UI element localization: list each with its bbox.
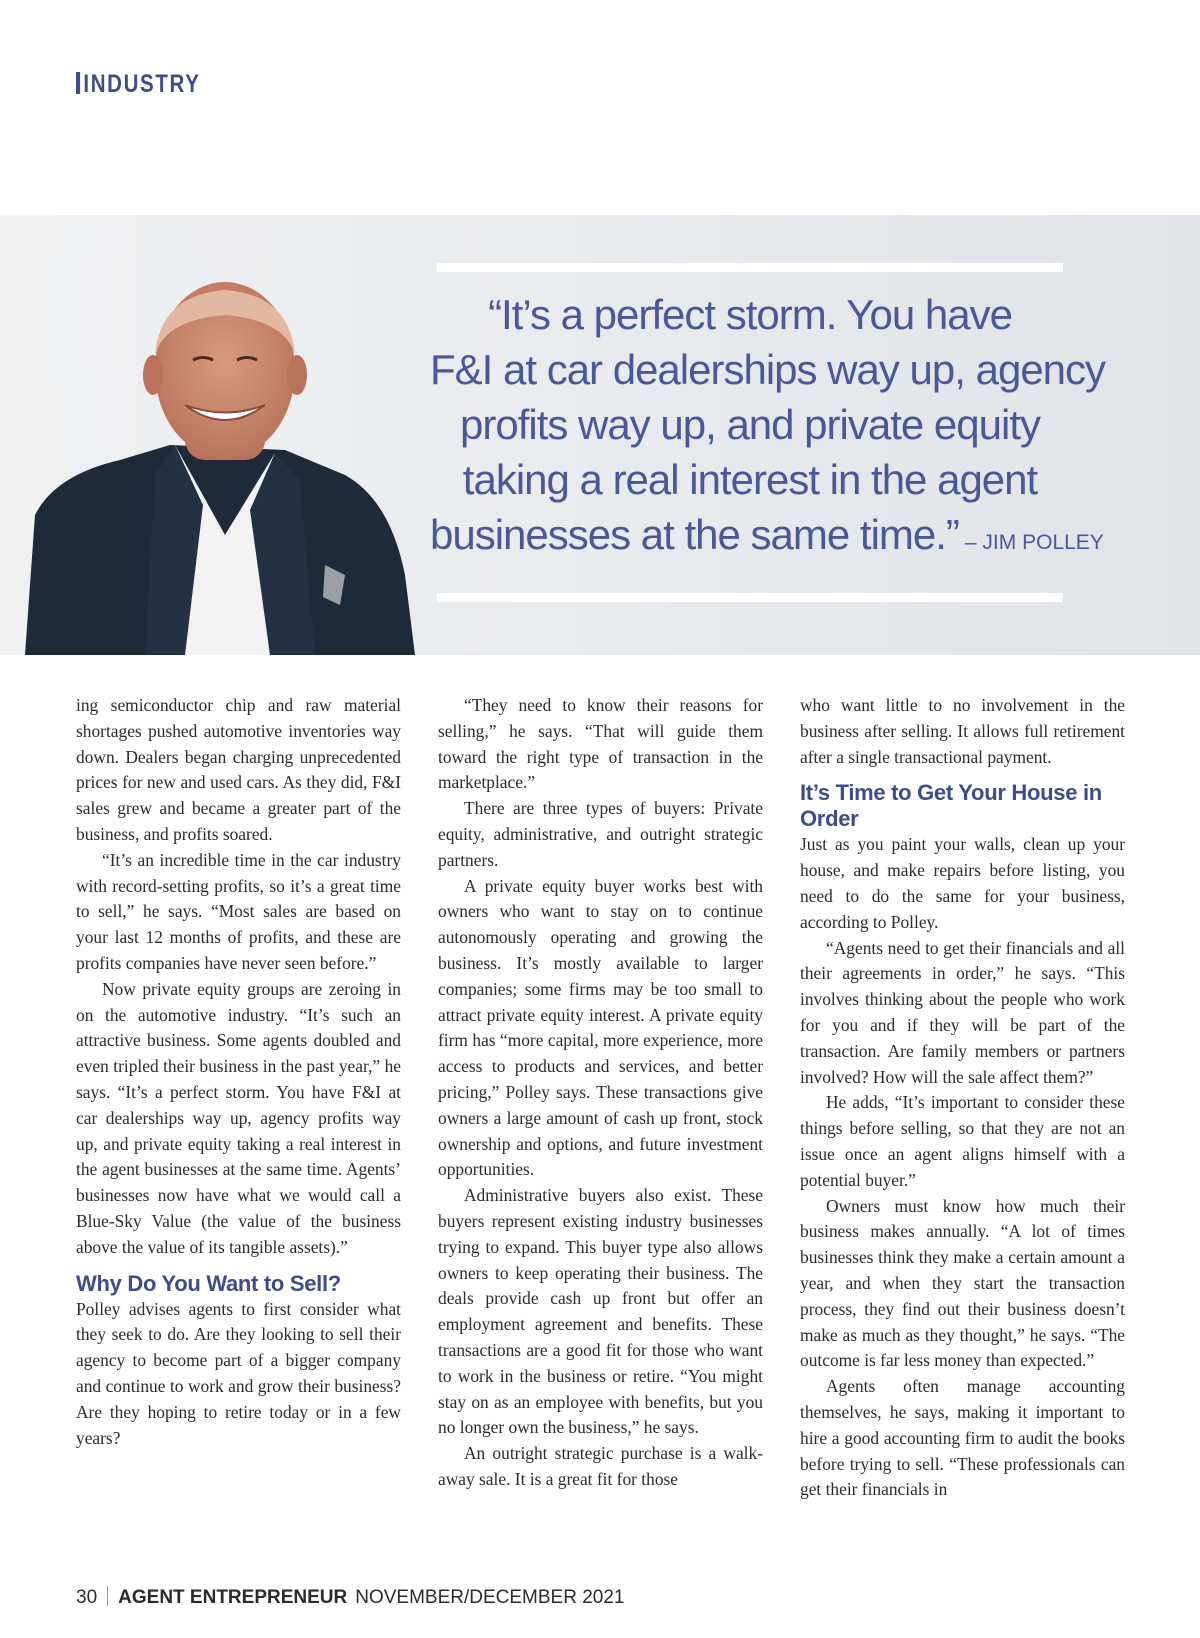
quote-line-text: businesses at the same time.”	[430, 511, 959, 558]
quote-line-last	[430, 507, 1104, 570]
paragraph: who want little to no involvement in the business after selling. It allows full retirement after a single transactional payment.	[800, 695, 1125, 767]
pull-quote	[430, 287, 1106, 570]
subheading: Why Do You Want to Sell?	[76, 1270, 341, 1296]
article-column-1	[76, 693, 401, 1451]
page-footer	[76, 1586, 624, 1609]
paragraph: “Agents need to get their financials and all their agreements in order,” he says. “This involves thinking about the people who work for you and if they will be part of the transaction. Are family members or partners involved? How will the sale affect them?”	[800, 937, 1125, 1087]
section-label-text: INDUSTRY	[83, 70, 201, 98]
quote-rule-top	[437, 263, 1063, 272]
quote-attribution: – JIM POLLEY	[964, 531, 1104, 554]
paragraph: An outright strategic purchase is a walk-away sale. It is a great fit for those	[438, 1443, 763, 1489]
paragraph: Polley advises agents to first consider what they seek to do. Are they looking to sell their agency to become part of a bigger company and continue to work and grow their business? Are they hoping to retire today or in a few years?	[76, 1298, 401, 1448]
quote-line: profits way up, and private equity	[459, 401, 1040, 448]
paragraph: “It’s an incredible time in the car industry with record-setting profits, so it’s a great time to sell,” he says. “Most sales are based on your last 12 months of profits, and these are profits companies have never seen before.”	[76, 849, 401, 973]
paragraph: ing semiconductor chip and raw material shortages pushed automotive inventories way down. Dealers began charging unprecedented prices for new and used cars. As they did, F&I sales grew and became a greater part of the business, and profits soared.	[76, 695, 401, 844]
quote-line: F&I at car dealerships way up, agency	[430, 346, 1106, 393]
subheading: It’s Time to Get Your House in Order	[800, 780, 1102, 832]
paragraph: A private equity buyer works best with owners who want to stay on to continue autonomously operating and growing the business. It’s mostly available to larger companies; some firms may be too small to attract private equity interest. A private equity firm has “more capital, more experience, more access to products and services, and better pricing,” Polley says. These transactions give owners a large amount of cash up front, stock ownership and options, and future investment opportunities.	[438, 875, 763, 1180]
quote-line: “It’s a perfect storm. You have	[488, 291, 1012, 338]
quote-line: taking a real interest in the agent	[462, 456, 1038, 503]
portrait-photo	[25, 275, 415, 655]
paragraph: “They need to know their reasons for selling,” he says. “That will guide them toward the right type of transaction in the marketplace.”	[438, 695, 763, 793]
hero-banner	[0, 215, 1200, 655]
paragraph: There are three types of buyers: Private equity, administrative, and outright strategic partners.	[438, 798, 763, 870]
paragraph: He adds, “It’s important to consider these things before selling, so that they are not an issue once an agent aligns himself with a potential buyer.”	[800, 1092, 1125, 1190]
issue-date: NOVEMBER/DECEMBER 2021	[355, 1587, 625, 1608]
article-column-2	[438, 693, 763, 1493]
paragraph: Just as you paint your walls, clean up your house, and make repairs before listing, you need to do the same for your business, according to Polley.	[800, 834, 1125, 932]
page-number: 30	[76, 1587, 98, 1608]
section-label	[76, 70, 201, 99]
section-marker	[76, 72, 80, 94]
magazine-name: AGENT ENTREPRENEUR	[118, 1587, 348, 1608]
footer-divider	[107, 1586, 108, 1606]
article-column-3	[800, 693, 1125, 1503]
paragraph: Administrative buyers also exist. These buyers represent existing industry businesses trying to expand. This buyer type also allows owners to keep operating their business. The deals provide cash up front but offer an employment agreement and benefits. These transactions are a good fit for those who want to work in the business or retire. “You might stay on as an employee with benefits, but you no longer own the business,” he says.	[438, 1185, 763, 1438]
paragraph: Now private equity groups are zeroing in on the automotive industry. “It’s such an attractive business. Some agents doubled and even tripled their business in the past year,” he says. “It’s a perfect storm. You have F&I at car dealerships way up, agency profits way up, and private equity taking a real interest in the agent businesses at the same time. Agents’ businesses now have what we would call a Blue-Sky Value (the value of the business above the value of its tangible assets).”	[76, 978, 401, 1257]
paragraph: Owners must know how much their business makes annually. “A lot of times businesses think they make a certain amount a year, and when they start the transaction process, they find out their business doesn’t make as much as they thought,” he says. “The outcome is far less money than expected.”	[800, 1195, 1125, 1371]
paragraph: Agents often manage accounting themselves, he says, making it important to hire a good accounting firm to audit the books before trying to sell. “These professionals can get their financials in	[800, 1376, 1125, 1500]
quote-rule-bottom	[437, 593, 1063, 602]
